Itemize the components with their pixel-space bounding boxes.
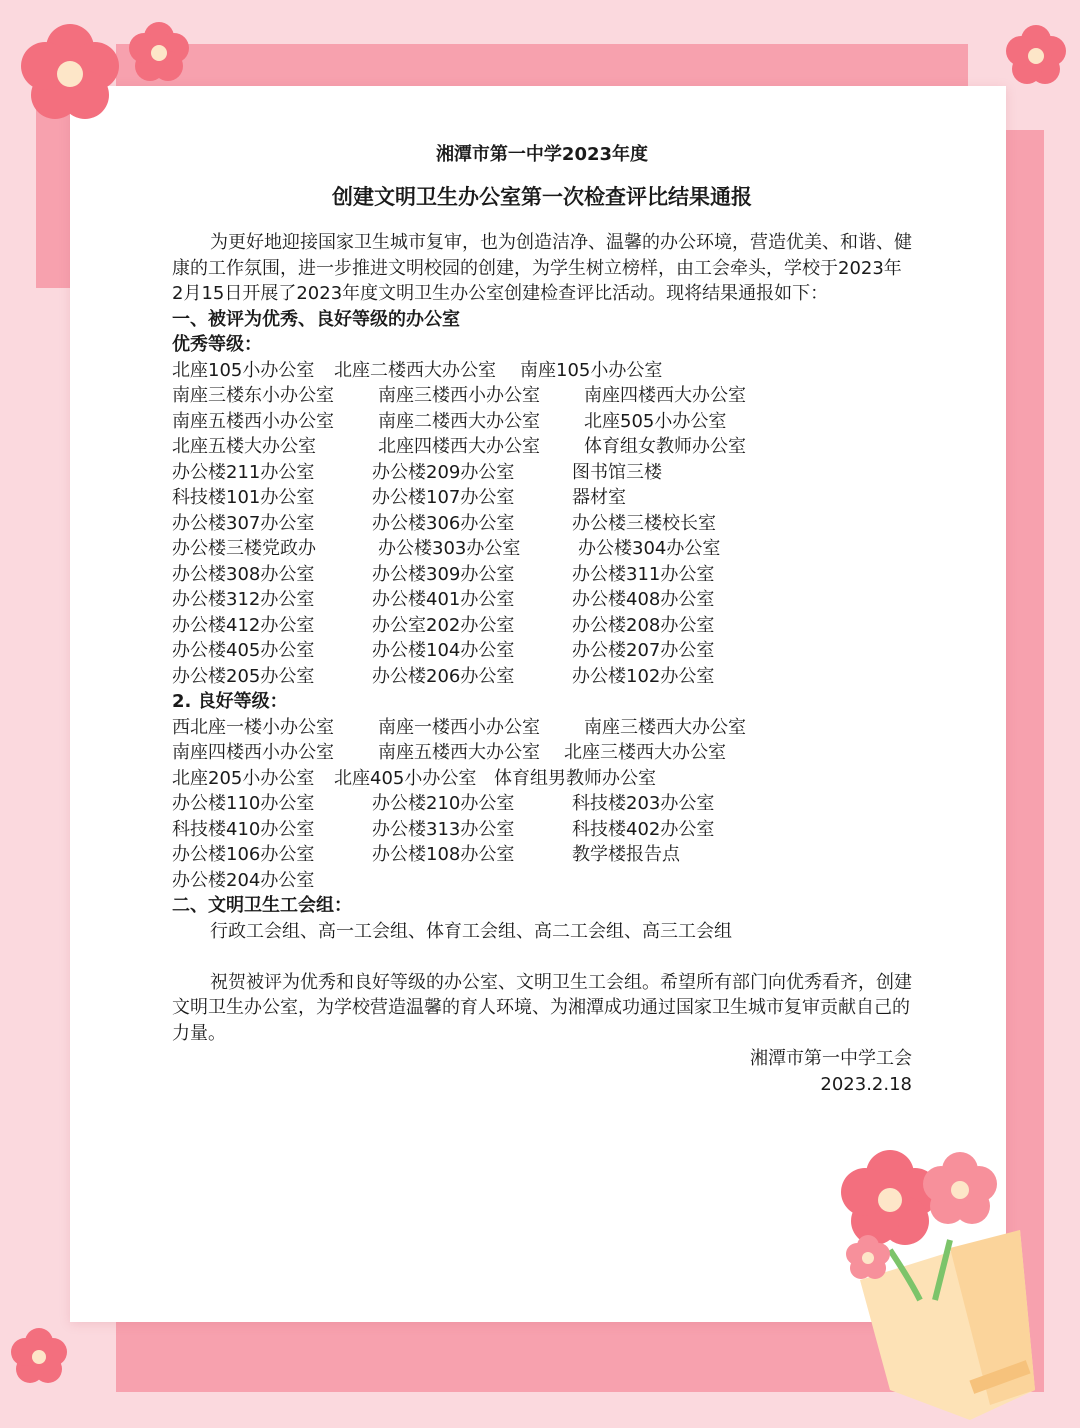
office-name: 南座二楼西大办公室: [378, 410, 540, 432]
office-name: 南座一楼西小办公室: [378, 716, 540, 738]
section2-heading: 二、文明卫生工会组：: [172, 895, 352, 916]
office-name: 办公楼408办公室: [572, 589, 715, 610]
office-name: 北座105小办公室: [172, 359, 315, 381]
office-row: [172, 842, 912, 868]
notice-title-line2: 创建文明卫生办公室第一次检查评比结果通报: [332, 185, 752, 209]
bouquet-icon: [820, 1130, 1060, 1420]
office-name: 办公楼106办公室: [172, 844, 315, 865]
office-name: 办公楼102办公室: [572, 665, 715, 687]
office-name: 科技楼203办公室: [572, 793, 715, 814]
office-row: [172, 715, 912, 741]
office-name: 办公楼205办公室: [172, 665, 315, 687]
office-name: 科技楼410办公室: [172, 818, 315, 840]
office-name: 北座五楼大办公室: [172, 436, 316, 457]
good-office-list: [172, 715, 912, 894]
office-name: 南座四楼西小办公室: [172, 742, 334, 763]
office-row: [172, 536, 912, 562]
office-name: 北座四楼西大办公室: [378, 436, 540, 457]
excellent-office-list: [172, 358, 912, 690]
office-name: 南座五楼西大办公室: [378, 742, 540, 763]
office-name: 办公楼210办公室: [372, 793, 515, 814]
office-row: [172, 409, 912, 435]
office-name: 办公楼206办公室: [372, 665, 515, 687]
office-name: 办公楼308办公室: [172, 563, 315, 585]
office-name: 办公楼303办公室: [378, 538, 521, 559]
office-name: 办公楼405办公室: [172, 640, 315, 661]
office-row: [172, 791, 912, 817]
office-name: 教学楼报告点: [572, 844, 680, 865]
office-row: [172, 485, 912, 511]
office-row: [172, 638, 912, 664]
office-name: 科技楼101办公室: [172, 487, 315, 508]
flower-icon: [1000, 20, 1072, 92]
office-name: 办公楼304办公室: [578, 538, 721, 559]
office-name: 办公楼309办公室: [372, 563, 515, 585]
office-name: 办公楼108办公室: [372, 844, 515, 865]
office-name: 办公楼104办公室: [372, 640, 515, 661]
office-name: 办公楼412办公室: [172, 614, 315, 636]
office-name: 北座三楼西大办公室: [564, 742, 726, 763]
office-name: 北座405小办公室: [334, 767, 477, 789]
office-row: [172, 358, 912, 384]
notice-title-line1: 湘潭市第一中学2023年度: [435, 144, 649, 165]
office-name: 南座四楼西大办公室: [584, 385, 746, 406]
office-name: 南座三楼西小办公室: [378, 385, 540, 406]
office-row: [172, 383, 912, 409]
flower-icon: [4, 1322, 74, 1392]
office-name: 办公楼211办公室: [172, 461, 315, 483]
office-name: 办公楼307办公室: [172, 512, 315, 534]
office-name: 图书馆三楼: [572, 461, 662, 483]
office-name: 南座三楼东小办公室: [172, 385, 334, 406]
section1-heading: 一、被评为优秀、良好等级的办公室: [172, 308, 460, 330]
office-name: 办公楼401办公室: [372, 589, 515, 610]
office-name: 办公楼312办公室: [172, 589, 315, 610]
office-name: 南座五楼西小办公室: [172, 410, 334, 432]
office-name: 体育组女教师办公室: [584, 436, 746, 457]
office-name: 体育组男教师办公室: [494, 767, 656, 789]
office-name: 办公楼209办公室: [372, 461, 515, 483]
good-heading: 2. 良好等级：: [172, 691, 288, 712]
office-name: 办公楼306办公室: [372, 512, 515, 534]
office-row: [172, 511, 912, 537]
office-name: 办公楼110办公室: [172, 793, 315, 814]
office-name: 科技楼402办公室: [572, 818, 715, 840]
signature: 湘潭市第一中学工会: [750, 1048, 912, 1069]
office-row: [172, 460, 912, 486]
office-name: 南座三楼西大办公室: [584, 716, 746, 738]
closing-paragraph: 祝贺被评为优秀和良好等级的办公室、文明卫生工会组。希望所有部门向优秀看齐，创建文明卫生办公室，为学校营造温馨的育人环境、为湘潭成功通过国家卫生城市复审贡献自己的力量。: [172, 971, 912, 1044]
office-name: 办公室202办公室: [372, 614, 515, 636]
office-name: 办公楼311办公室: [572, 563, 715, 585]
flower-icon: [124, 18, 194, 88]
flower-icon: [14, 18, 126, 130]
office-row: [172, 766, 912, 792]
office-name: 南座105小办公室: [520, 359, 663, 381]
office-name: 办公楼313办公室: [372, 818, 515, 840]
office-row: [172, 740, 912, 766]
office-name: 器材室: [572, 487, 626, 508]
date: 2023.2.18: [820, 1073, 912, 1095]
office-name: 北座二楼西大办公室: [334, 359, 496, 381]
office-name: 北座505小办公室: [584, 410, 727, 432]
office-name: 北座205小办公室: [172, 767, 315, 789]
office-row: [172, 664, 912, 690]
office-row: [172, 868, 912, 894]
office-name: 办公楼三楼党政办: [172, 538, 316, 559]
office-name: 办公楼207办公室: [572, 640, 715, 661]
pink-frame-top: [116, 44, 968, 86]
intro-paragraph: 为更好地迎接国家卫生城市复审，也为创造洁净、温馨的办公环境，营造优美、和谐、健康的工作氛围，进一步推进文明校园的创建，为学生树立榜样，由工会牵头，学校于2023年2月15日开展了2023年度文明卫生办公室创建检查评比活动。现将结果通报如下：: [172, 232, 912, 304]
section2-content: 行政工会组、高一工会组、体育工会组、高二工会组、高三工会组: [210, 920, 732, 942]
excellent-heading: 优秀等级：: [172, 334, 262, 355]
office-row: [172, 587, 912, 613]
office-name: 办公楼107办公室: [372, 487, 515, 508]
office-name: 办公楼208办公室: [572, 614, 715, 636]
office-name: 办公楼三楼校长室: [572, 512, 716, 534]
office-name: 办公楼204办公室: [172, 869, 315, 891]
office-name: 西北座一楼小办公室: [172, 716, 334, 738]
notice-content: [172, 140, 912, 1097]
office-row: [172, 434, 912, 460]
office-row: [172, 562, 912, 588]
office-row: [172, 613, 912, 639]
office-row: [172, 817, 912, 843]
